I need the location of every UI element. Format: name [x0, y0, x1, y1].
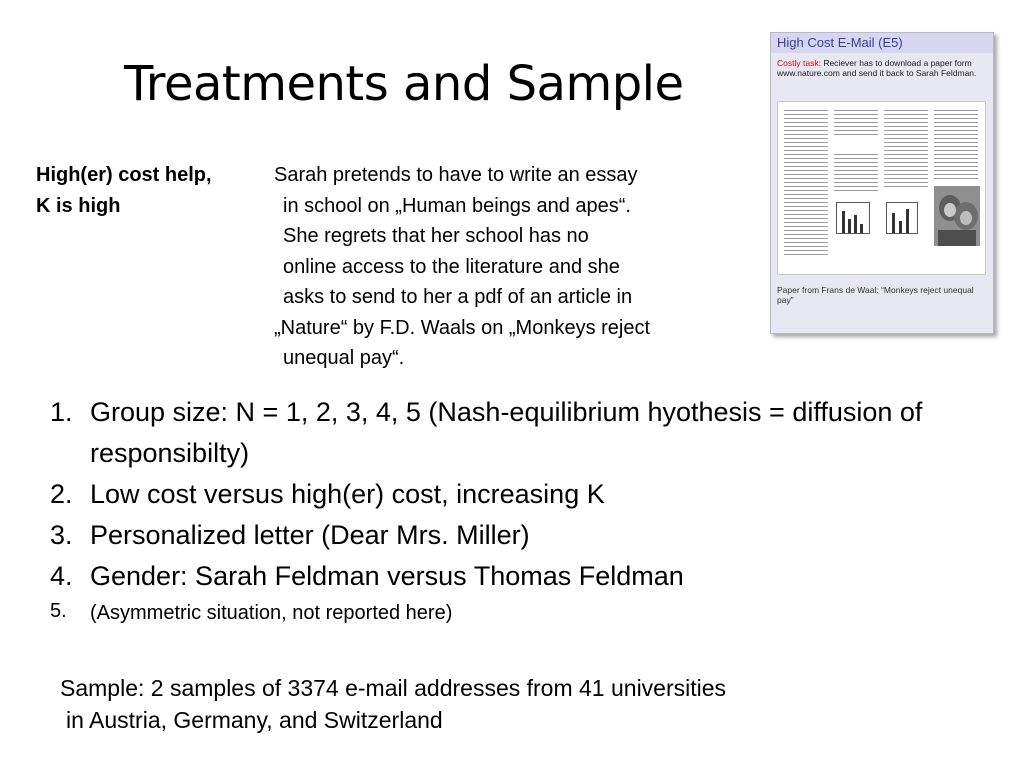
figure-bar [842, 211, 845, 233]
slide-title: Treatments and Sample [124, 56, 684, 112]
sample-description [60, 672, 726, 736]
list-number: 1. [50, 397, 73, 427]
description-line: online access to the literature and she [283, 255, 620, 278]
card-task [771, 53, 993, 78]
treatment-label-line-1: High(er) cost help, [36, 164, 212, 186]
figure-bar [860, 224, 863, 233]
figure-bar [892, 213, 895, 233]
paper-text-column [834, 154, 878, 194]
list-item [50, 515, 1010, 556]
treatment-label-line-2: K is high [36, 195, 121, 217]
figure-bar [899, 221, 902, 233]
list-number: 4. [50, 561, 73, 591]
description-line: She regrets that her school has no [283, 225, 589, 247]
description-line: in school on „Human beings and apes“. [283, 194, 631, 217]
paper-text-column [834, 110, 878, 136]
paper-text-column [934, 110, 978, 180]
paper-text-column [884, 110, 928, 190]
card-footer: Paper from Frans de Waal: “Monkeys reject unequal pay” [777, 285, 974, 305]
paper-figure [886, 202, 918, 234]
list-number: 2. [50, 479, 73, 509]
costly-task-label: Costly task: [777, 58, 821, 68]
description-line: unequal pay“. [283, 347, 405, 369]
list-item [50, 474, 1010, 515]
costly-task-text: Reciever has to download a paper form www.nature.com and send it back to Sarah Feldman. [777, 58, 977, 78]
treatment-label [36, 160, 212, 222]
list-item [50, 597, 1010, 627]
list-item [50, 392, 1010, 474]
list-item [50, 556, 1010, 597]
description-line: asks to send to her a pdf of an article in [283, 286, 633, 308]
figure-bar [848, 219, 851, 233]
list-text: (Asymmetric situation, not reported here) [90, 602, 453, 624]
paper-thumbnail [777, 101, 986, 275]
description-line: „Nature“ by F.D. Waals on „Monkeys reject [274, 316, 651, 339]
list-text: Group size: N = 1, 2, 3, 4, 5 (Nash-equilibrium hyothesis = diffusion of responsibilty) [90, 397, 923, 468]
sample-line-2: in Austria, Germany, and Switzerland [66, 707, 443, 733]
paper-figure [836, 202, 870, 234]
card-header: High Cost E-Mail (E5) [771, 33, 993, 53]
email-preview-card [770, 32, 994, 334]
description-line: Sarah pretends to have to write an essay [274, 164, 638, 186]
list-text: Low cost versus high(er) cost, increasing K [90, 479, 605, 509]
monkey-photo [934, 186, 980, 246]
list-text: Gender: Sarah Feldman versus Thomas Feldman [90, 561, 684, 591]
sample-line-1: Sample: 2 samples of 3374 e-mail addresses from 41 universities [60, 675, 727, 701]
treatment-description [274, 160, 650, 374]
figure-bar [906, 209, 909, 233]
list-text: Personalized letter (Dear Mrs. Miller) [90, 520, 530, 550]
paper-text-column [784, 110, 828, 258]
list-number: 3. [50, 520, 73, 550]
list-number: 5. [50, 600, 67, 622]
treatment-list [50, 392, 1010, 627]
figure-bar [854, 215, 857, 233]
